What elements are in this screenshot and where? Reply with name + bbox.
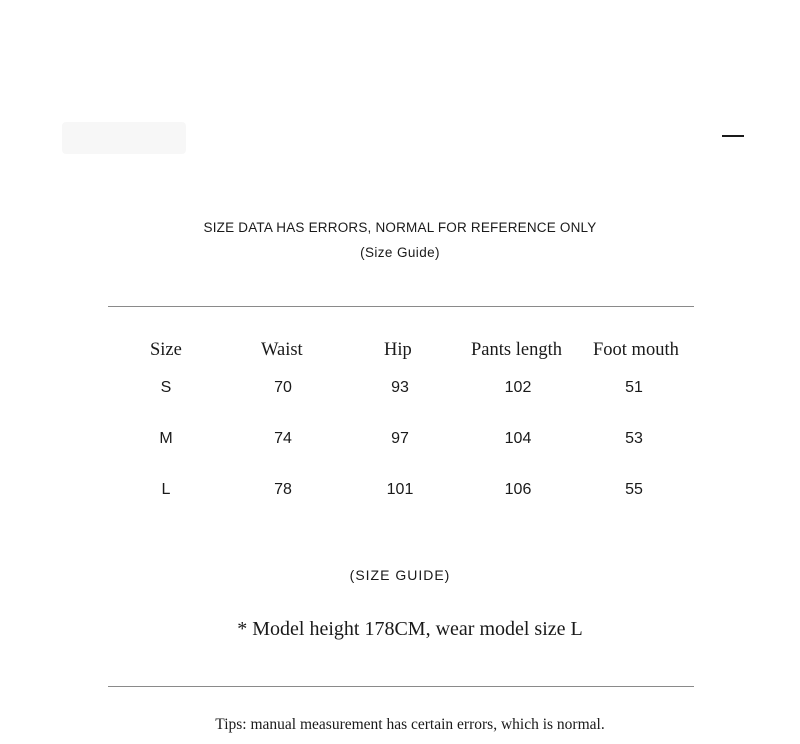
size-guide-subtitle: (Size Guide) bbox=[360, 245, 440, 260]
cell-waist: 70 bbox=[274, 379, 292, 396]
cell-pants-length: 104 bbox=[504, 430, 532, 447]
top-divider bbox=[108, 306, 694, 307]
cell-hip: 101 bbox=[386, 481, 414, 498]
cell-pants-length: 102 bbox=[504, 379, 532, 396]
header-pants-length: Pants length bbox=[471, 340, 562, 360]
cell-waist: 78 bbox=[274, 481, 292, 498]
header-waist: Waist bbox=[261, 340, 303, 360]
model-note: * Model height 178CM, wear model size L bbox=[237, 618, 583, 640]
bottom-divider bbox=[108, 686, 694, 687]
minus-icon[interactable] bbox=[722, 135, 744, 137]
header-foot-mouth: Foot mouth bbox=[593, 340, 679, 360]
cell-size: S bbox=[160, 379, 172, 396]
cell-size: L bbox=[161, 481, 171, 498]
cell-foot-mouth: 55 bbox=[625, 481, 643, 498]
size-data-notice: SIZE DATA HAS ERRORS, NORMAL FOR REFERENCE ONLY bbox=[203, 220, 597, 235]
cell-waist: 74 bbox=[274, 430, 292, 447]
cell-foot-mouth: 53 bbox=[625, 430, 643, 447]
cell-hip: 97 bbox=[391, 430, 409, 447]
faint-placeholder-block bbox=[62, 122, 186, 154]
measurement-tips: Tips: manual measurement has certain errors, which is normal. bbox=[215, 716, 605, 733]
size-guide-label: (SIZE GUIDE) bbox=[349, 567, 451, 583]
header-size: Size bbox=[150, 340, 182, 360]
header-hip: Hip bbox=[384, 340, 412, 360]
cell-hip: 93 bbox=[391, 379, 409, 396]
cell-pants-length: 106 bbox=[504, 481, 532, 498]
cell-foot-mouth: 51 bbox=[625, 379, 643, 396]
cell-size: M bbox=[159, 430, 173, 447]
